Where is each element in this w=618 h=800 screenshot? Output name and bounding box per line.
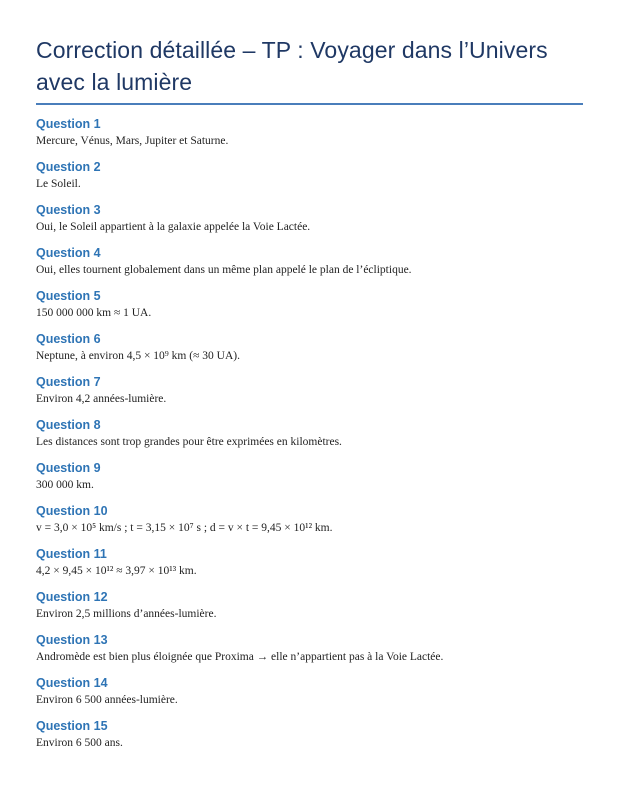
question-answer: Neptune, à environ 4,5 × 10⁹ km (≈ 30 UA). bbox=[36, 350, 240, 362]
question-answer: Environ 6 500 années-lumière. bbox=[36, 694, 178, 706]
question-answer: Le Soleil. bbox=[36, 178, 81, 190]
question-block bbox=[36, 332, 583, 363]
question-heading: Question 14 bbox=[36, 676, 108, 690]
question-block bbox=[36, 547, 583, 578]
question-answer: Mercure, Vénus, Mars, Jupiter et Saturne. bbox=[36, 135, 229, 147]
question-answer: 4,2 × 9,45 × 10¹² ≈ 3,97 × 10¹³ km. bbox=[36, 565, 197, 577]
question-block bbox=[36, 633, 583, 664]
question-answer: Les distances sont trop grandes pour être exprimées en kilomètres. bbox=[36, 436, 342, 448]
question-heading: Question 2 bbox=[36, 160, 101, 174]
question-block bbox=[36, 418, 583, 449]
question-heading: Question 6 bbox=[36, 332, 101, 346]
question-answer: Oui, elles tournent globalement dans un même plan appelé le plan de l’écliptique. bbox=[36, 264, 412, 276]
questions-list bbox=[36, 117, 583, 750]
title-underline-rule bbox=[36, 103, 583, 105]
document-title-line-1: Correction détaillée – TP : Voyager dans l’Univers bbox=[36, 37, 548, 63]
question-block bbox=[36, 676, 583, 707]
question-heading: Question 5 bbox=[36, 289, 101, 303]
question-block bbox=[36, 375, 583, 406]
question-answer: Andromède est bien plus éloignée que Proxima → elle n’appartient pas à la Voie Lactée. bbox=[36, 651, 444, 663]
question-answer: 300 000 km. bbox=[36, 479, 94, 491]
document-title-line-2: avec la lumière bbox=[36, 69, 193, 95]
question-block bbox=[36, 289, 583, 320]
question-heading: Question 8 bbox=[36, 418, 101, 432]
question-heading: Question 4 bbox=[36, 246, 101, 260]
question-answer: Oui, le Soleil appartient à la galaxie appelée la Voie Lactée. bbox=[36, 221, 311, 233]
question-block bbox=[36, 719, 583, 750]
question-heading: Question 3 bbox=[36, 203, 101, 217]
question-block bbox=[36, 117, 583, 148]
question-heading: Question 1 bbox=[36, 117, 101, 131]
document-title bbox=[36, 34, 583, 98]
question-heading: Question 11 bbox=[36, 547, 107, 561]
question-heading: Question 15 bbox=[36, 719, 108, 733]
question-answer: 150 000 000 km ≈ 1 UA. bbox=[36, 307, 152, 319]
question-block bbox=[36, 504, 583, 535]
question-block bbox=[36, 203, 583, 234]
question-heading: Question 10 bbox=[36, 504, 108, 518]
question-heading: Question 12 bbox=[36, 590, 108, 604]
question-answer: v = 3,0 × 10⁵ km/s ; t = 3,15 × 10⁷ s ; d = v × t = 9,45 × 10¹² km. bbox=[36, 522, 333, 534]
question-answer: Environ 2,5 millions d’années-lumière. bbox=[36, 608, 217, 620]
question-block bbox=[36, 246, 583, 277]
question-answer: Environ 4,2 années-lumière. bbox=[36, 393, 167, 405]
question-block bbox=[36, 590, 583, 621]
question-heading: Question 9 bbox=[36, 461, 101, 475]
question-answer: Environ 6 500 ans. bbox=[36, 737, 123, 749]
question-block bbox=[36, 160, 583, 191]
question-block bbox=[36, 461, 583, 492]
question-heading: Question 13 bbox=[36, 633, 108, 647]
question-heading: Question 7 bbox=[36, 375, 101, 389]
